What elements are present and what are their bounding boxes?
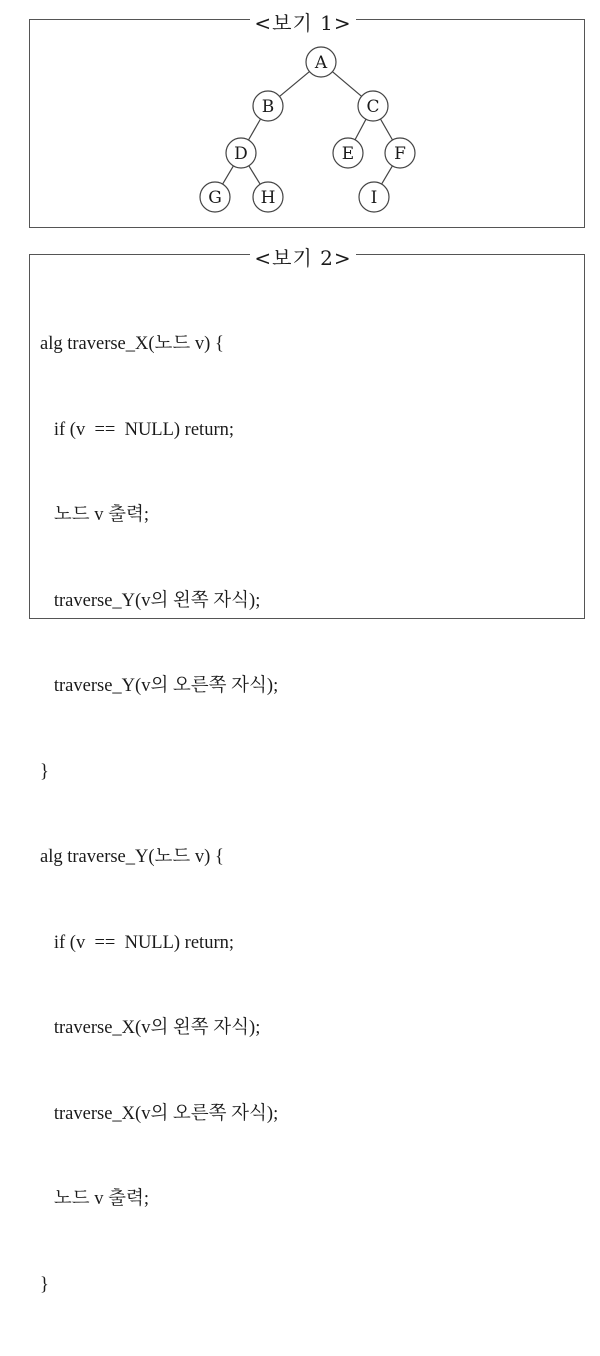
tree-edge-A-B xyxy=(280,72,310,97)
tree-node-G xyxy=(200,182,230,212)
example-box-2 xyxy=(29,246,585,1295)
code-line-12: } xyxy=(40,1274,49,1295)
tree-node-label: G xyxy=(208,188,222,208)
tree-node-label: H xyxy=(260,188,276,208)
tree-node-label: E xyxy=(341,144,355,164)
tree-node-H xyxy=(253,182,283,212)
code-line-2: if (v == NULL) return; xyxy=(40,419,234,440)
code-line-1: alg traverse_X(노드 v) { xyxy=(40,334,224,354)
code-line-6: } xyxy=(40,761,49,782)
tree-node-label: I xyxy=(370,188,378,208)
code-line-7: alg traverse_Y(노드 v) { xyxy=(40,847,224,867)
pseudocode-block xyxy=(40,273,278,1356)
tree-node-B xyxy=(253,91,283,121)
code-line-10: traverse_X(v의 오른쪽 자식); xyxy=(40,1103,279,1124)
tree-node-label: C xyxy=(366,97,380,117)
tree-node-label: F xyxy=(394,144,406,164)
code-line-5: traverse_Y(v의 오른쪽 자식); xyxy=(40,676,279,696)
tree-edge-F-I xyxy=(382,166,393,184)
tree-node-C xyxy=(358,91,388,121)
code-line-11: 노드 v 출력; xyxy=(40,1189,149,1209)
tree-node-F xyxy=(385,138,415,168)
tree-edge-C-E xyxy=(355,119,366,140)
tree-node-label: D xyxy=(234,144,248,164)
box-2-title: <보기 2> xyxy=(250,246,355,270)
code-line-9: traverse_X(v의 왼쪽 자식); xyxy=(40,1018,261,1038)
code-line-8: if (v == NULL) return; xyxy=(40,932,234,953)
tree-edge-B-D xyxy=(248,119,260,140)
tree-node-A xyxy=(306,47,336,77)
tree-edge-D-G xyxy=(223,166,234,184)
code-line-3: 노드 v 출력; xyxy=(40,505,149,525)
tree-node-I xyxy=(359,182,389,212)
tree-node-label: B xyxy=(261,97,275,117)
tree-edge-C-F xyxy=(380,119,392,140)
tree-node-E xyxy=(333,138,363,168)
tree-edge-A-C xyxy=(332,72,361,97)
tree-edge-D-H xyxy=(249,166,260,184)
code-line-4: traverse_Y(v의 왼쪽 자식); xyxy=(40,590,261,611)
box-1-title: <보기 1> xyxy=(250,11,355,35)
tree-node-label: A xyxy=(314,53,328,73)
tree-node-D xyxy=(226,138,256,168)
